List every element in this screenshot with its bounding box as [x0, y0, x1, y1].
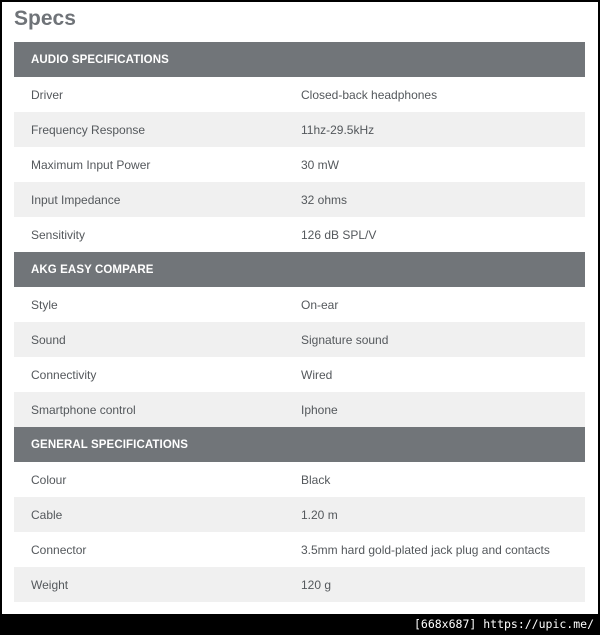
- spec-row-frequency-response: [14, 112, 585, 147]
- spec-value: 11hz-29.5kHz: [301, 122, 375, 137]
- spec-value: Closed-back headphones: [301, 87, 438, 102]
- watermark-text: [668x687] https://upic.me/: [413, 617, 594, 631]
- spec-row-sound: [14, 322, 585, 357]
- specs-panel: [2, 2, 598, 614]
- spec-label: Smartphone control: [31, 402, 136, 417]
- spec-label: Sensitivity: [31, 227, 86, 242]
- specs-table: [14, 42, 585, 602]
- spec-value: Black: [301, 472, 331, 487]
- spec-row-input-impedance: [14, 182, 585, 217]
- spec-row-weight: [14, 567, 585, 602]
- spec-label: Connector: [31, 542, 87, 557]
- spec-value: 126 dB SPL/V: [301, 227, 377, 242]
- spec-row-smartphone-control: [14, 392, 585, 427]
- section-header-audio-specifications: AUDIO SPECIFICATIONS: [14, 42, 585, 77]
- spec-row-sensitivity: [14, 217, 585, 252]
- spec-row-connector: [14, 532, 585, 567]
- spec-value: 120 g: [301, 577, 332, 592]
- spec-label: Cable: [31, 507, 63, 522]
- page-title: Specs: [14, 7, 76, 30]
- spec-row-connectivity: [14, 357, 585, 392]
- section-header-general-specifications: GENERAL SPECIFICATIONS: [14, 427, 585, 462]
- spec-row-cable: [14, 497, 585, 532]
- spec-value: Signature sound: [301, 332, 389, 347]
- spec-value: 1.20 m: [301, 507, 338, 522]
- spec-value: Wired: [301, 367, 333, 382]
- spec-label: Sound: [31, 332, 66, 347]
- spec-value: 32 ohms: [301, 192, 348, 207]
- spec-row-driver: [14, 77, 585, 112]
- spec-label: Driver: [31, 87, 63, 102]
- spec-row-maximum-input-power: [14, 147, 585, 182]
- spec-label: Colour: [31, 472, 67, 487]
- spec-label: Input Impedance: [31, 192, 121, 207]
- spec-value: 30 mW: [301, 157, 340, 172]
- section-header-akg-easy-compare: AKG EASY COMPARE: [14, 252, 585, 287]
- spec-label: Connectivity: [31, 367, 97, 382]
- spec-row-colour: [14, 462, 585, 497]
- spec-value: 3.5mm hard gold-plated jack plug and contacts: [301, 542, 550, 557]
- spec-label: Style: [31, 297, 58, 312]
- spec-row-style: [14, 287, 585, 322]
- spec-value: On-ear: [301, 297, 339, 312]
- spec-label: Frequency Response: [31, 122, 146, 137]
- spec-label: Maximum Input Power: [31, 157, 151, 172]
- spec-label: Weight: [31, 577, 69, 592]
- spec-value: Iphone: [301, 402, 338, 417]
